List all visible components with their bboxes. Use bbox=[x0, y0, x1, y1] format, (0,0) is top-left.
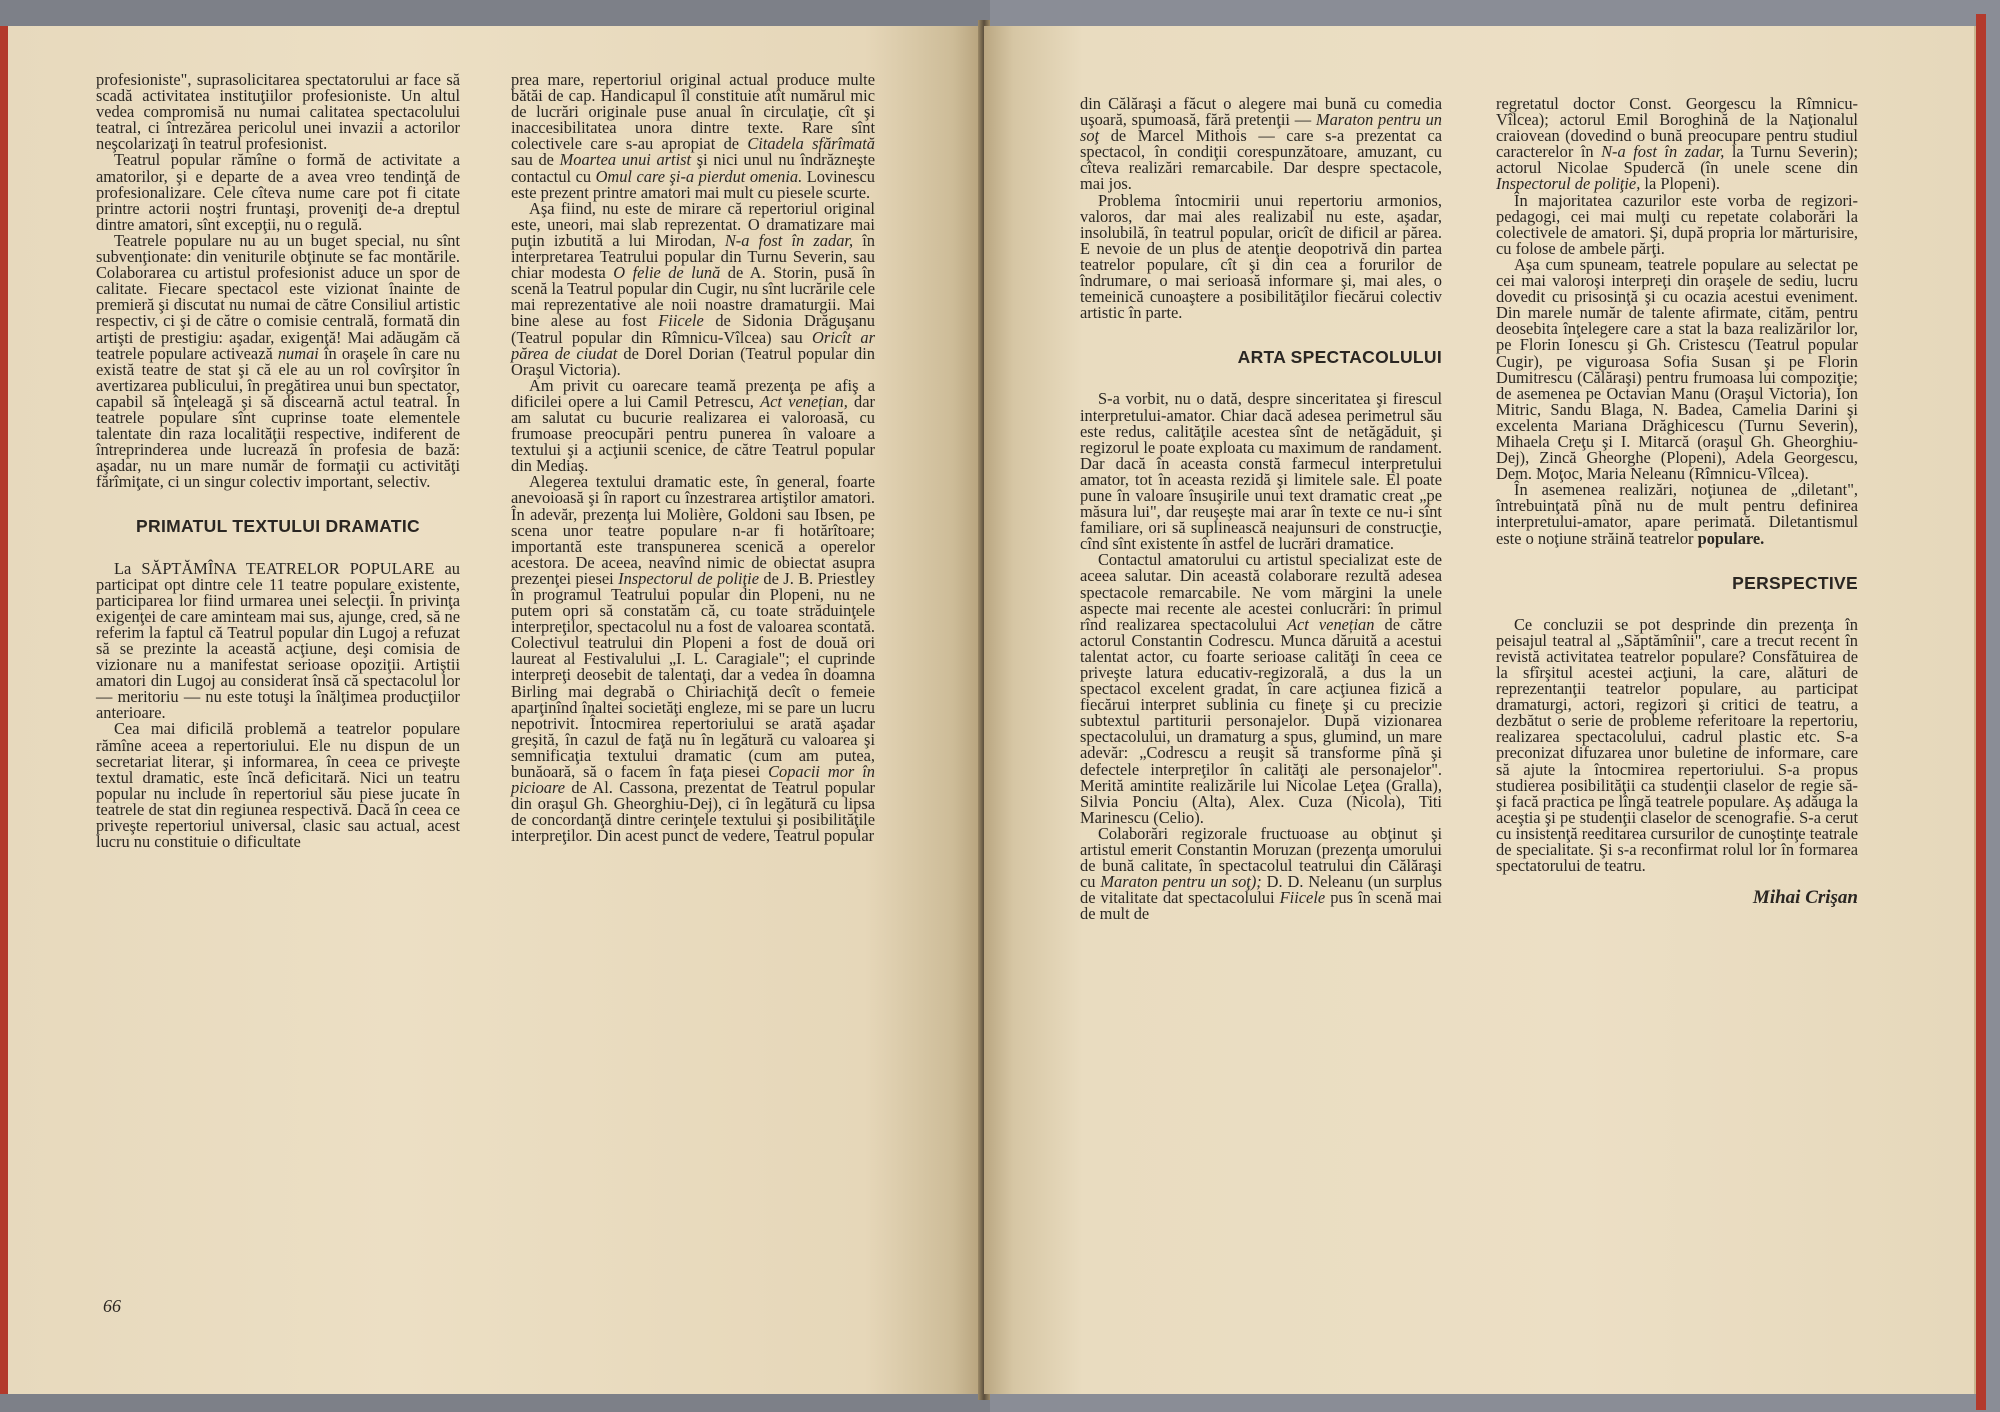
right-page-column-2 bbox=[1496, 94, 1859, 909]
right-page bbox=[984, 26, 1980, 1394]
section-heading-arta: ARTA SPECTACOLULUI bbox=[1237, 347, 1442, 368]
paragraph: În majoritatea cazurilor este vorba de regizori-pedagogi, cei mai mulţi cu repetate colaborări la colectivele de amatori. Şi, după propria lor mărturisire, cu folose de ambele părţi. bbox=[1496, 190, 1858, 258]
paragraph: Teatrele populare nu au un buget special, nu sînt subvenţionate: din veniturile obţinute se fac montările. Colaborarea cu artistul profesionist aduce un spor de calitate. Fiecare spectacol este vizionat înainte de premieră şi discutat nu numai de către Consiliul artistic respectiv, ci şi de către o comisie centrală, formată din artişti de prestigiu: aşadar, exigenţă! Mai adăugăm că teatrele populare activează numai în oraşele în care nu există teatre de stat şi că ele au un rol covîrşitor în avertizarea publicului, în pregătirea unui bun spectator, capabil să înţeleagă şi să discearnă actul teatral. În teatrele populare sînt cuprinse toate elementele talentate din raza localităţii respective, indiferent de întreprinderea unde lucrează în profesia de bază: aşadar, nu un mare număr de formaţii cu activităţi fărîmiţate, ci un singur colectiv important, selectiv. bbox=[96, 230, 460, 492]
page-number: 66 bbox=[103, 1296, 121, 1316]
paragraph: Teatrul popular rămîne o formă de activitate a amatorilor, şi e departe de a avea vreo tendinţă de profesionalizare. Cele cîteva nume care pot fi citate printre actorii noştri fruntaşi, proveniţi de-a dreptul dintre amatori, sînt excepţii, nu o regulă. bbox=[96, 150, 460, 234]
paragraph: prea mare, repertoriul original actual produce multe bătăi de cap. Handicapul îl constituie atît numărul mic de lucrări originale puse anual în circulaţie, cît şi inaccesibilitatea unora dintre texte. Rare sînt colectivele care s-au apropiat de Citadela sfărîmată sau de Moartea unui artist şi nici unul nu îndrăzneşte contactul cu Omul care şi-a pierdut omenia. Lovinescu este prezent printre amatori mai mult cu piesele scurte. bbox=[511, 70, 875, 202]
paragraph: Colaborări regizorale fructuoase au obţinut şi artistul emerit Constantin Moruzan (prezenţa umorului de bună calitate, în spectacolul teatrului din Călăraşi cu Maraton pentru un soţ); D. D. Neleanu (un surplus de vitalitate dat spectacolului Fiicele pus în scenă mai de mult de bbox=[1080, 823, 1442, 924]
paragraph: Problema întocmirii unui repertoriu armonios, valoros, dar mai ales realizabil nu este, aşadar, insolubilă, în teatrul popular, oricît de dificil ar părea. E nevoie de un plus de atenţie deopotrivă din partea teatrelor populare, cît şi din cea a forurilor de îndrumare, o mai serioasă informare şi, mai ales, o temeinică cunoaştere a posibilităţilor fiecărui colectiv artistic în parte. bbox=[1080, 190, 1442, 323]
author-signature: Mihai Crişan bbox=[1752, 887, 1858, 909]
section-heading-primatul: PRIMATUL TEXTULUI DRAMATIC bbox=[136, 516, 420, 537]
paragraph: Aşa cum spuneam, teatrele populare au selectat pe cei mai valoroşi interpreţi din oraşele de sediu, lucru dovedit cu prisosinţă şi cu ocazia acestui eveniment. Din marele număr de talente afirmate, cităm, pentru deosebita înţelegere care a stat la baza realizărilor lor, pe Florin Ionescu şi Gh. Cristescu (Teatrul popular Cugir), pe viguroasa Sofia Susan şi pe Florin Dumitrescu (Călăraşi) pentru frumoasa lui compoziţie; de asemenea pe Octavian Manu (Oraşul Victoria), Ion Mitric, Sandu Blaga, N. Badea, Camelia Darini şi excelenta Mariana Drăghicescu (Turnu Severin), Mihaela Creţu şi I. Mitarcă (oraşul Gh. Gheorghiu-Dej), Zincă Gheorghe (Plopeni), Adela Georgescu, Dem. Moţoc, Maria Neleanu (Rîmnicu-Vîlcea). bbox=[1496, 254, 1858, 484]
paragraph: Cea mai dificilă problemă a teatrelor populare rămîne aceea a repertoriului. Ele nu dispun de un secretariat literar, şi informarea, în ceea ce priveşte textul dramatic, este încă deficitară. Nici un teatru popular nu include în repertoriul său piese jucate în teatrele de stat din regiunea respectivă. Dacă în ceea ce priveşte repertoriul universal, clasic sau actual, acest lucru nu constituie o dificultate bbox=[96, 719, 460, 852]
paragraph: Alegerea textului dramatic este, în general, foarte anevoioasă şi în raport cu înzestrarea artiştilor amatori. În adevăr, prezenţa lui Molière, Goldoni sau Ibsen, pe scena unor teatre populare n-ar fi hotărîtoare; importantă este transpunerea scenică a operelor acestora. De aceea, neavînd nimic de obiectat asupra prezenţei piesei Inspectorul de poliţie de J. B. Priestley în programul Teatrului popular din Plopeni, nu ne putem opri să constatăm că, cu toate străduinţele interpreţilor, spectacolul nu a fost de valoarea scontată. Colectivul teatrului din Plopeni a fost de două ori laureat al Festivalului „I. L. Caragiale"; el cuprinde interpreţi deosebit de talentaţi, dar a vedea în doamna Birling mai degrabă o Chiriachiţă decît o femeie aparţinînd înaltei societăţi engleze, mi se pare un lucru nepotrivit. Întocmirea repertoriului se arată aşadar greşită, în cazul de faţă nu în legătură cu valoarea şi semnificaţia textului dramatic (cum am putea, bunăoară, să o facem în faţa piesei Copacii mor în picioare de Al. Cassona, prezentat de Teatrul popular din oraşul Gh. Gheorghiu-Dej), ci în legătură cu lipsa de concordanţă dintre cerinţele textului şi posibilităţile interpreţilor. Din acest punct de vedere, Teatrul popular bbox=[511, 472, 876, 846]
paragraph: din Călăraşi a făcut o alegere mai bună cu comedia uşoară, spumoasă, fără pretenţii — Maraton pentru un soţ de Marcel Mithois — care s-a prezentat ca spectacol, în condiţii corespunzătoare, amuzant, cu cîteva realizări remarcabile. Dar despre spectacole, mai jos. bbox=[1080, 94, 1443, 194]
paragraph: La SĂPTĂMÎNA TEATRELOR POPULARE au participat opt dintre cele 11 teatre populare existente, participarea lor fiind urmarea unei selecţii. În privinţa exigenţei de care aminteam mai sus, ajunge, cred, să ne referim la faptul că Teatrul popular din Lugoj a refuzat să se prezinte la această acţiune, deşi comisia de vizionare nu a manifestat serioase opoziţii. Artiştii amatori din Lugoj au considerat însă că spectacolul lor — meritoriu — nu este totuşi la înălţimea producţiilor anterioare. bbox=[96, 558, 460, 723]
paragraph: Aşa fiind, nu este de mirare că repertoriul original este, uneori, mai slab reprezentat. O dramatizare mai puţin izbutită a lui Mirodan, N-a fost în zadar, în interpretarea Teatrului popular din Turnu Severin, sau chiar modesta O felie de lună de A. Storin, pusă în scenă la Teatrul popular din Cugir, nu sînt lucrările cele mai reprezentative ale noii noastre dramaturgii. Mai bine alese au fost Fiicele de Sidonia Drăguşanu (Teatrul popular din Rîmnicu-Vîlcea) sau Oricît ar părea de ciudat de Dorel Dorian (Teatrul popular din Oraşul Victoria). bbox=[511, 198, 876, 379]
left-page bbox=[0, 26, 982, 1394]
section-heading-perspective: PERSPECTIVE bbox=[1732, 572, 1858, 593]
paragraph: S-a vorbit, nu o dată, despre sinceritatea şi firescul interpretului-amator. Chiar dacă adesea perimetrul său este redus, calităţile acestea sînt de netăgăduit, şi regizorul le poate exploata cu maximum de randament. Dar dacă în aceasta constă farmecul interpretului amator, tot în aceasta rezidă şi limitele sale. El poate pune în valoare însuşirile unui text dramatic creat „pe măsura lui", dar reuşeşte mai arar în texte ce nu-i sînt familiare, ori să suplinească neajunsuri de construcţie, cînd sînt existente în astfel de lucrări dramatice. bbox=[1080, 389, 1442, 554]
left-page-column-2 bbox=[511, 72, 875, 845]
right-binding-edge bbox=[1976, 14, 1986, 1410]
left-page-column-1 bbox=[96, 72, 460, 850]
paragraph: În asemenea realizări, noţiunea de „diletant", întrebuinţată pînă nu de mult pentru definirea interpretului-amator, apare perimată. Diletantismul este o noţiune străină teatrelor populare. bbox=[1496, 480, 1858, 548]
right-page-column-1 bbox=[1080, 96, 1442, 923]
paragraph: Ce concluzii se pot desprinde din prezenţa în peisajul teatral al „Săptămînii", care a trecut recent în revistă activitatea teatrelor populare? Consfătuirea de la sfîrşitul acestei acţiuni, la care, alături de reprezentanţii teatrelor populare, au participat dramaturgi, actori, regizori şi critici de teatru, a dezbătut o serie de probleme referitoare la repertoriu, realizarea spectacolului, cadrul plastic etc. S-a preconizat difuzarea unor buletine de informare, care să ajute la întocmirea repertoriului. S-a propus studierea posibilităţii ca studenţii claselor de regie să-şi facă practica pe lîngă teatrele populare. Aş adăuga la aceştia şi pe studenţii claselor de scenografie. S-a cerut cu insistenţă reeditarea cursurilor de cunoştinţe teatrale de specialitate. Şi s-a reconfirmat rolul lor în formarea spectatorului de teatru. bbox=[1496, 614, 1858, 876]
paragraph: Am privit cu oarecare teamă prezenţa pe afiş a dificilei opere a lui Camil Petrescu, Act venețian, dar am salutat cu bucurie realizarea ei valoroasă, cu frumoase preocupări pentru punerea în valoare a textului şi a acţiunii scenice, de către Teatrul popular din Mediaş. bbox=[511, 375, 875, 476]
paragraph: regretatul doctor Const. Georgescu la Rîmnicu-Vîlcea); actorul Emil Boroghină de la Naţionalul craiovean (dovedind o bună preocupare pentru studiul caracterelor în N-a fost în zadar, la Turnu Severin); actorul Nicolae Spudercă (în unele scene din Inspectorul de poliţie, la Plopeni). bbox=[1496, 94, 1859, 194]
paragraph: Contactul amatorului cu artistul specializat este de aceea salutar. Din această colaborare rezultă adesea spectacole remarcabile. Ne vom mărgini la unele aspecte mai recente ale acestei conlucrări: în primul rînd realizarea spectacolului Act venețian de către actorul Constantin Codrescu. Munca dăruită a acestui talentat actor, cu foarte serioase calităţi în ceea ce priveşte latura educativ-regizorală, a dus la un spectacol excelent gradat, în care acţiunea fizică a fiecărui interpret sublinia cu fineţe şi cu precizie subtextul partiturii personajelor. După vizionarea spectacolului, un dramaturg a spus, glumind, un mare adevăr: „Codrescu a reuşit să transforme pînă şi defectele interpreţilor în calităţi ale personajelor". Merită amintite realizările lui Nicolae Leţea (Gralla), Silvia Ponciu (Alta), Alex. Cuza (Nicola), Titi Marinescu (Celio). bbox=[1080, 550, 1442, 827]
paragraph: profesioniste", suprasolicitarea spectatorului ar face să scadă activitatea instituţiilor profesioniste. Un altul vedea compromisă nu numai calitatea spectacolului teatral, ci întrezărea pericolul unei invazii a actorilor neşcolarizaţi în teatrul profesionist. bbox=[96, 70, 460, 154]
